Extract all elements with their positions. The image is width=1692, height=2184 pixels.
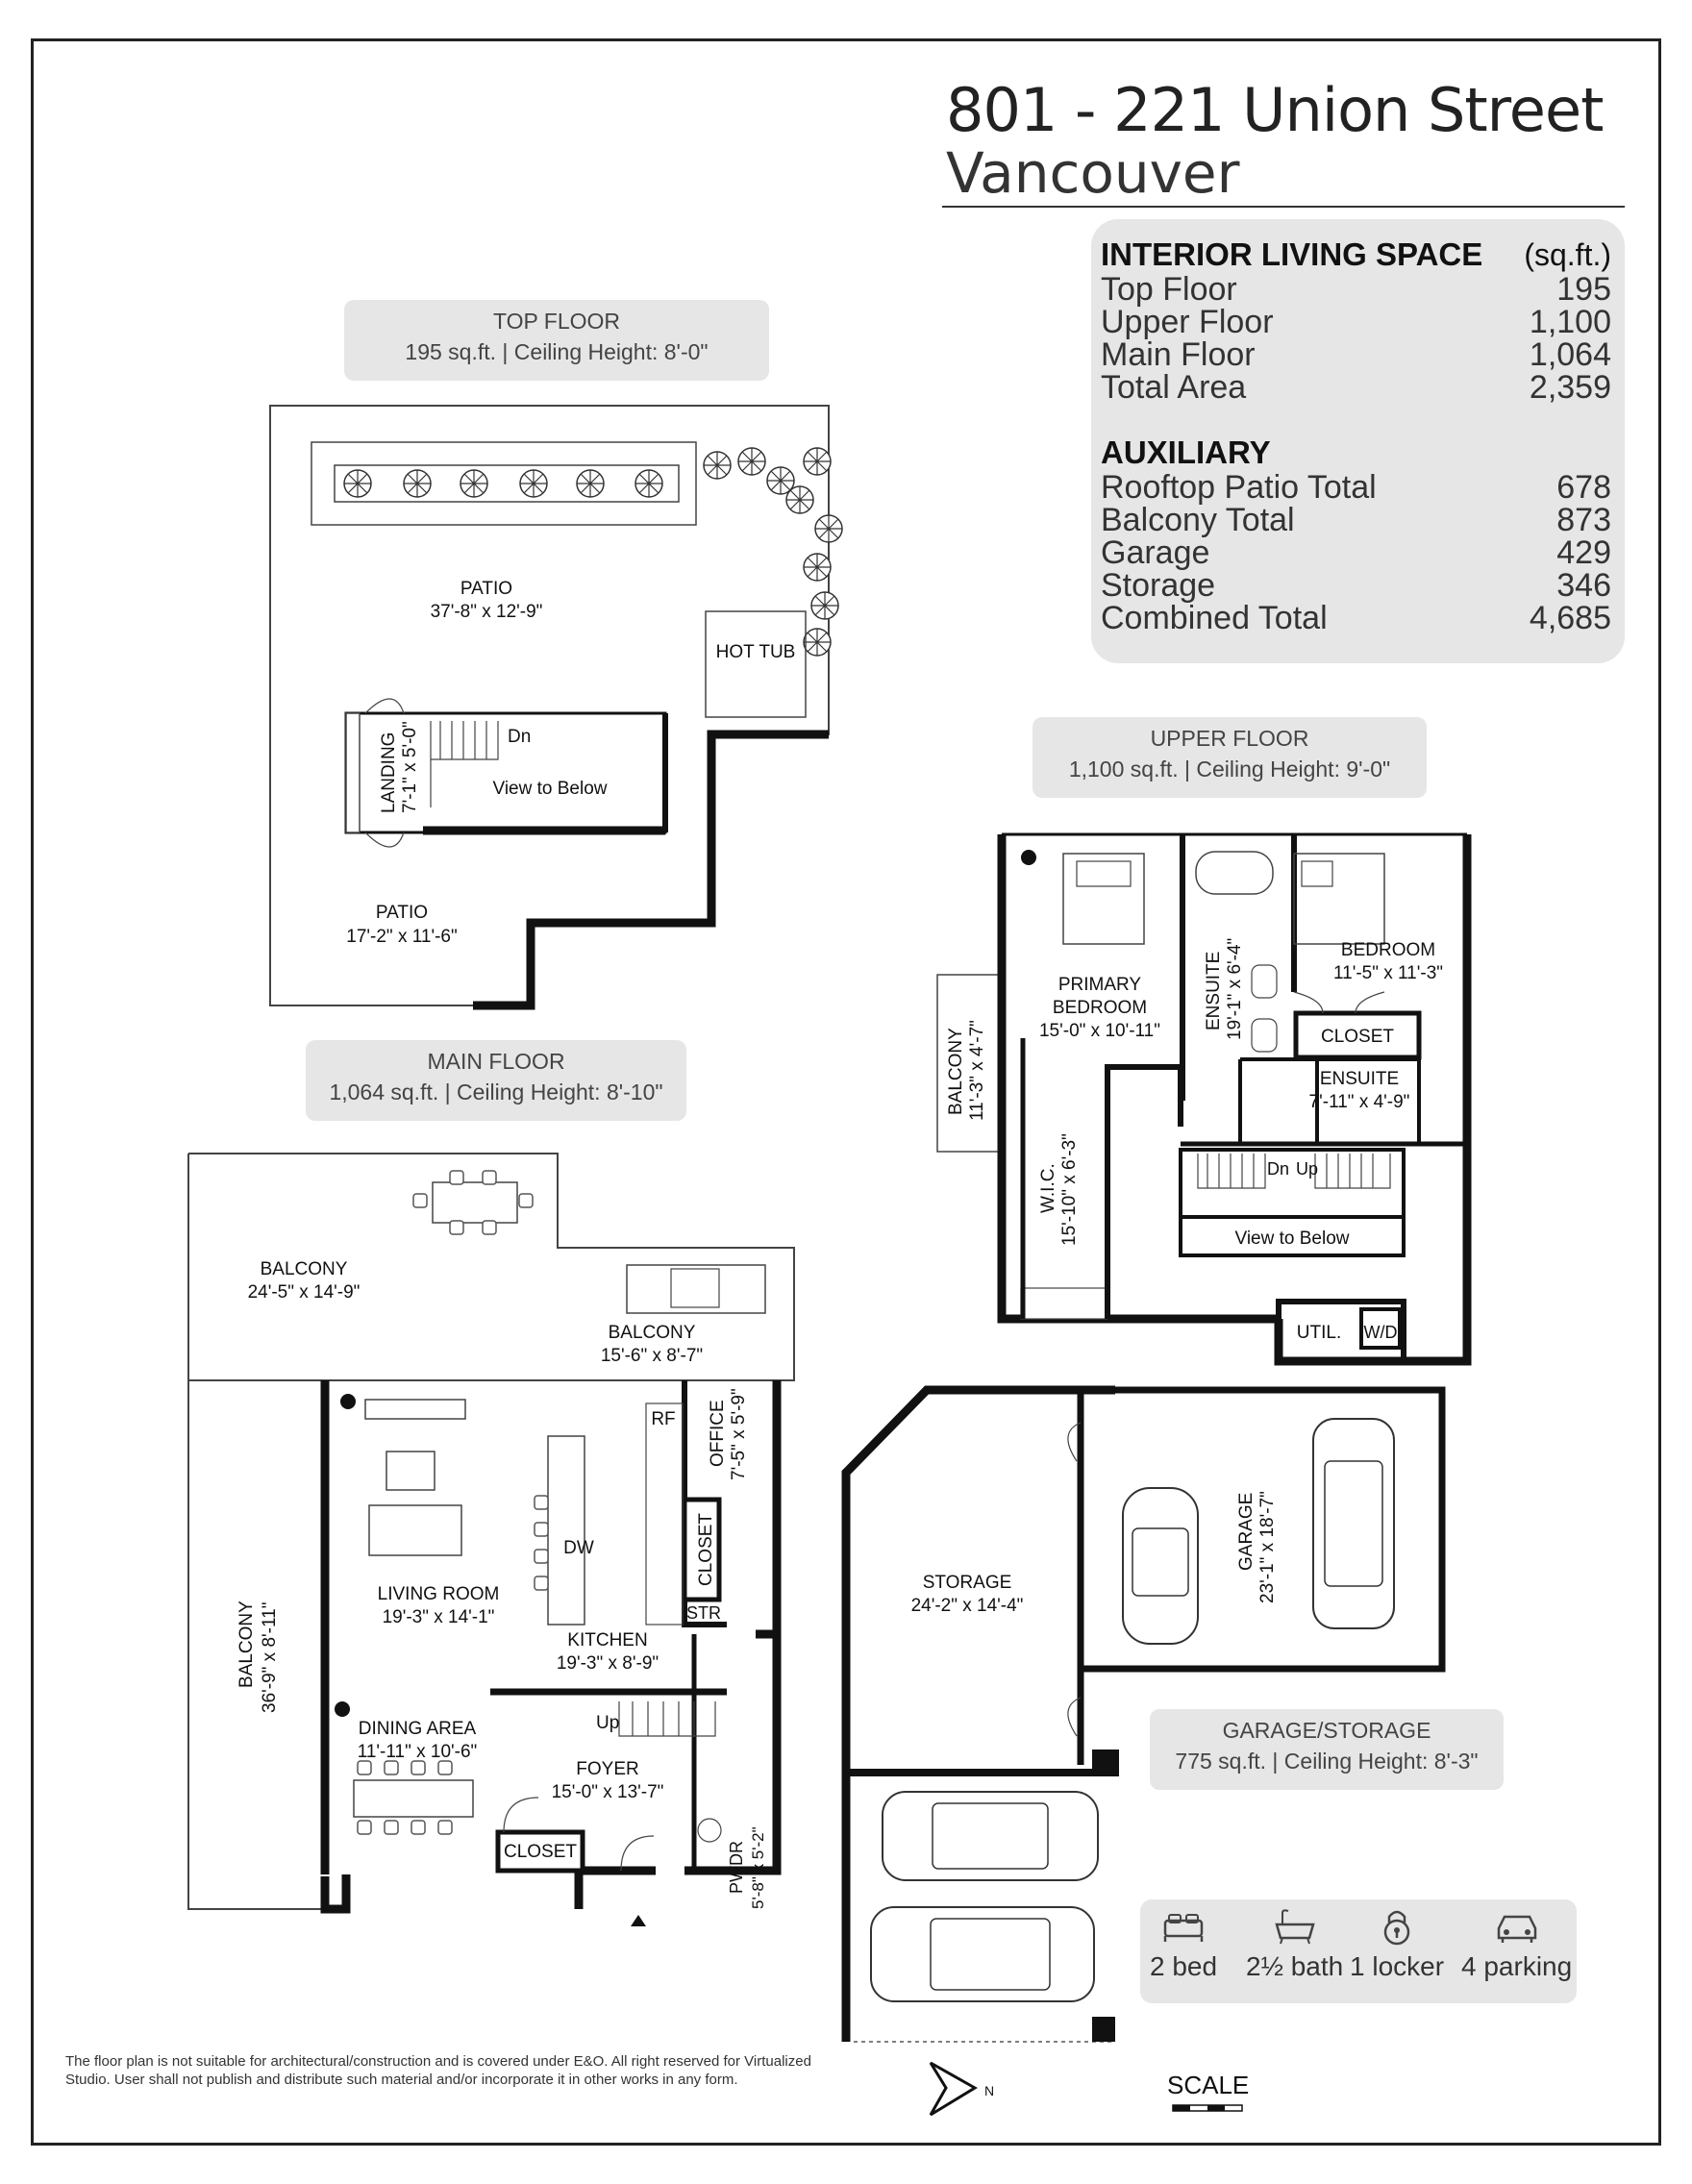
room-name: DINING AREA [358, 1719, 477, 1739]
area-label: Garage [1101, 534, 1210, 571]
area-label: Storage [1101, 567, 1216, 604]
area-value: 1,064 [1529, 336, 1611, 373]
property-city: Vancouver [946, 140, 1240, 206]
unit-label: (sq.ft.) [1524, 237, 1611, 272]
area-value: 1,100 [1529, 304, 1611, 340]
scale-label: SCALE [1167, 2071, 1250, 2099]
floor-name: MAIN FLOOR [427, 1049, 565, 1074]
area-value: 4,685 [1529, 600, 1611, 636]
room-name: STORAGE [922, 1573, 1012, 1593]
view-to-below-label: View to Below [492, 779, 608, 799]
room-name: BALCONY [260, 1259, 348, 1279]
disclaimer-text: The floor plan is not suitable for architectural/construction and is covered under E&O. All right reserved for Virtualized Studio. User shall not publish and distribute such material and/or incorporate it in other works in any form. [65, 2053, 811, 2088]
room-dimensions: 37'-8" x 12'-9" [430, 602, 543, 622]
room-name: PATIO [375, 903, 429, 923]
room-name: BEDROOM [1340, 940, 1436, 960]
dishwasher-label: DW [563, 1538, 594, 1558]
auxiliary-title: AUXILIARY [1101, 434, 1271, 470]
area-label: Upper Floor [1101, 304, 1274, 340]
amenity-item [1461, 1907, 1572, 1982]
area-value: 429 [1556, 534, 1611, 571]
room-dimensions: 15'-6" x 8'-7" [600, 1346, 704, 1366]
top-floor-plan [270, 406, 842, 1005]
room-dimensions: 15'-10" x 6'-3" [1059, 1133, 1080, 1246]
north-arrow [931, 2063, 994, 2115]
floor-name: UPPER FLOOR [1150, 726, 1309, 751]
amenities-panel [1140, 1899, 1577, 2003]
room-dimensions: 36'-9" x 8'-11" [260, 1601, 280, 1713]
amenity-label: 2 bed [1150, 1951, 1218, 1981]
room-name: BALCONY [608, 1323, 696, 1343]
room-name: PWDR [727, 1841, 746, 1894]
room-dimensions: 7'-11" x 4'-9" [1308, 1092, 1410, 1112]
amenity-item [1150, 1907, 1217, 1982]
amenity-item [1350, 1907, 1444, 1982]
stair-down-label: Dn [1267, 1159, 1290, 1179]
view-to-below-label: View to Below [1234, 1228, 1350, 1249]
area-value: 195 [1556, 271, 1611, 308]
north-label: N [984, 2083, 995, 2098]
bathtub-icon [1273, 1907, 1317, 1946]
bed-icon [1161, 1907, 1206, 1946]
room-name: BALCONY [946, 1028, 966, 1115]
room-dimensions: 24'-2" x 14'-4" [910, 1596, 1024, 1616]
car-icon [1493, 1907, 1541, 1946]
room-name: PATIO [460, 579, 513, 599]
floor-info: 1,100 sq.ft. | Ceiling Height: 9'-0" [1068, 757, 1391, 782]
room-name: KITCHEN [567, 1630, 648, 1650]
room-dimensions: 11'-3" x 4'-7" [967, 1020, 987, 1121]
area-label: Main Floor [1101, 336, 1256, 373]
stair-up-label: Up [1296, 1159, 1319, 1179]
room-dimensions: 7'-1" x 5'-0" [400, 721, 420, 813]
room-dimensions: 5'-8" x 5'-2" [749, 1826, 767, 1909]
room-name: LANDING [379, 732, 399, 813]
area-value: 2,359 [1529, 369, 1611, 406]
area-label: Total Area [1101, 369, 1247, 406]
room-name: PRIMARY [1058, 975, 1142, 995]
area-label: Rooftop Patio Total [1101, 469, 1377, 506]
room-name: W.I.C. [1038, 1163, 1058, 1213]
area-value: 678 [1556, 469, 1611, 506]
upper-floor-plan [937, 834, 1467, 1361]
scale-bar [1167, 2071, 1249, 2111]
room-dimensions: 23'-1" x 18'-7" [1257, 1491, 1278, 1603]
closet-label: CLOSET [503, 1842, 578, 1862]
area-label: Balcony Total [1101, 502, 1295, 538]
refrigerator-label: RF [651, 1409, 676, 1429]
main-floor-plan [188, 1154, 794, 1926]
storage-closet-label: STR [686, 1603, 721, 1623]
area-label: Top Floor [1101, 271, 1237, 308]
interior-title: INTERIOR LIVING SPACE [1101, 236, 1483, 272]
room-dimensions: 24'-5" x 14'-9" [247, 1282, 361, 1303]
amenity-label: 1 locker [1350, 1951, 1445, 1981]
amenity-label: 4 parking [1461, 1951, 1573, 1981]
floor-info: 195 sq.ft. | Ceiling Height: 8'-0" [405, 339, 709, 364]
room-dimensions: 15'-0" x 13'-7" [551, 1782, 664, 1802]
amenity-label: 2½ bath [1246, 1951, 1344, 1981]
room-name: GARAGE [1236, 1492, 1257, 1571]
floor-name: TOP FLOOR [492, 309, 621, 334]
room-dimensions: 7'-5" x 5'-9" [729, 1388, 749, 1480]
stair-up-label: Up [596, 1713, 620, 1733]
room-name: BEDROOM [1052, 998, 1148, 1018]
room-dimensions: 19'-3" x 8'-9" [556, 1653, 659, 1674]
room-name: ENSUITE [1204, 951, 1224, 1030]
room-name: BALCONY [236, 1601, 257, 1688]
stair-down-label: Dn [508, 727, 532, 747]
property-address: 801 - 221 Union Street [946, 75, 1604, 145]
room-name: OFFICE [708, 1400, 728, 1467]
area-value: 873 [1556, 502, 1611, 538]
closet-label: CLOSET [696, 1512, 716, 1586]
room-name: LIVING ROOM [377, 1584, 500, 1604]
room-dimensions: 19'-1" x 6'-4" [1225, 937, 1245, 1040]
closet-label: CLOSET [1320, 1027, 1395, 1047]
room-dimensions: 15'-0" x 10'-11" [1038, 1021, 1161, 1041]
amenity-item [1246, 1907, 1343, 1982]
area-value: 346 [1556, 567, 1611, 604]
room-dimensions: 17'-2" x 11'-6" [346, 927, 458, 947]
room-name: FOYER [576, 1759, 639, 1779]
floor-name: GARAGE/STORAGE [1222, 1718, 1431, 1743]
room-dimensions: 11'-5" x 11'-3" [1332, 963, 1444, 983]
room-name: ENSUITE [1319, 1069, 1400, 1089]
lock-icon [1375, 1907, 1419, 1946]
room-dimensions: 11'-11" x 10'-6" [357, 1742, 478, 1762]
hot-tub-label: HOT TUB [715, 642, 796, 662]
room-dimensions: 19'-3" x 14'-1" [382, 1607, 495, 1627]
util-label: UTIL. [1296, 1323, 1342, 1343]
floor-info: 775 sq.ft. | Ceiling Height: 8'-3" [1175, 1749, 1479, 1774]
washer-dryer-label: W/D [1363, 1323, 1398, 1342]
floor-info: 1,064 sq.ft. | Ceiling Height: 8'-10" [329, 1080, 663, 1104]
area-label: Combined Total [1101, 600, 1328, 636]
